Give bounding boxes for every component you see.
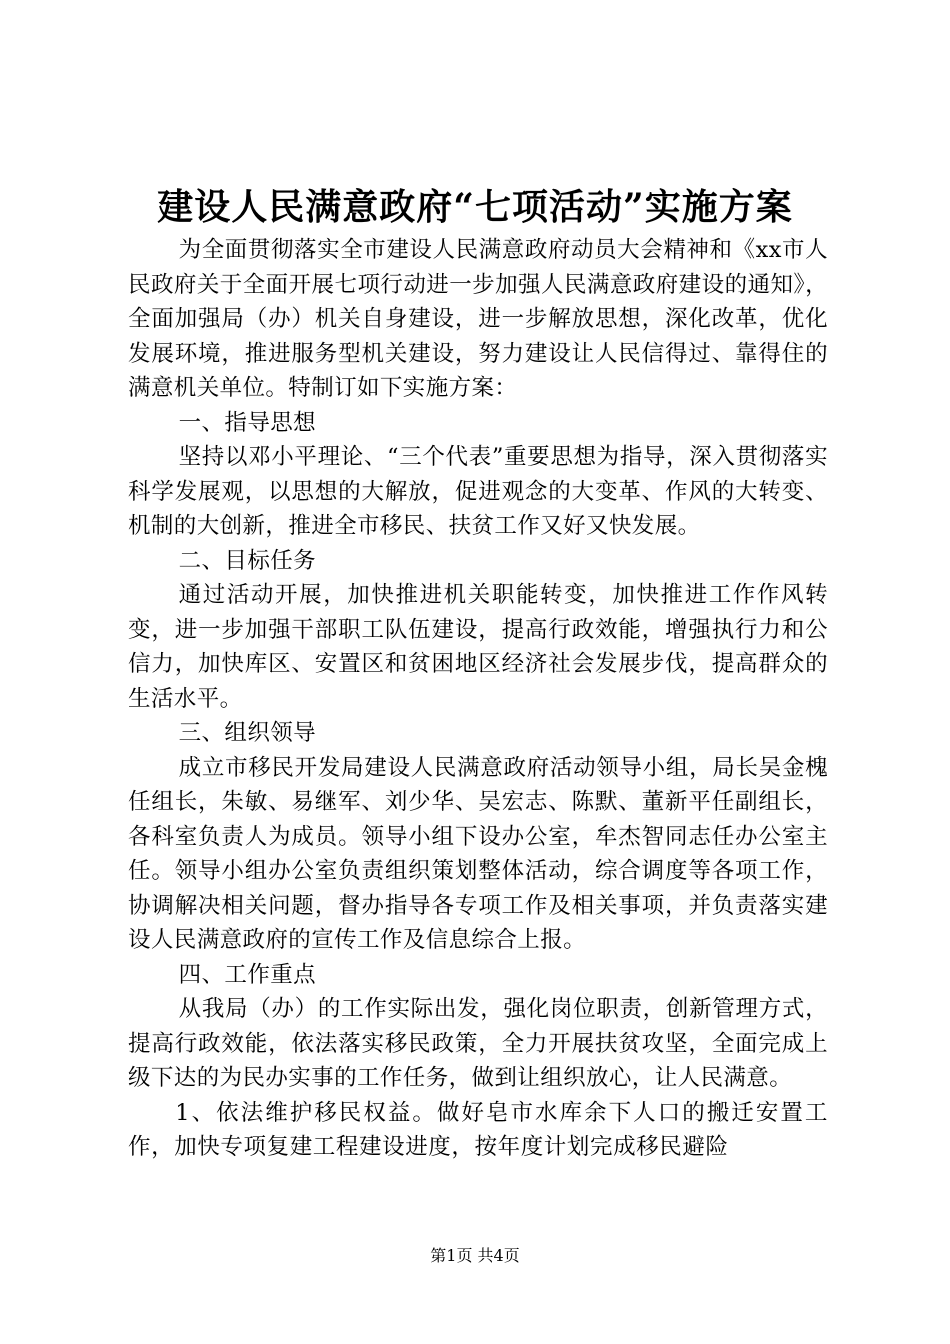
page-number-footer: 第1页 共4页 — [430, 1246, 520, 1265]
section-text-goals: 通过活动开展，加快推进机关职能转变，加快推进工作作风转变，进一步加强干部职工队伍建设，提高行政效能，增强执行力和公信力，加快库区、安置区和贫困地区经济社会发展步伐，提高群众的生活水平。 — [128, 582, 828, 712]
section-heading-guiding-ideology: 一、指导思想 — [178, 409, 317, 436]
section-heading-work-focus: 四、工作重点 — [178, 961, 317, 988]
intro-paragraph: 为全面贯彻落实全市建设人民满意政府动员大会精神和《xx市人民政府关于全面开展七项行动进一步加强人民满意政府建设的通知》，全面加强局（办）机关自身建设，进一步解放思想，深化改革，优化发展环境，推进服务型机关建设，努力建设让人民信得过、靠得住的满意机关单位。特制订如下实施方案： — [128, 237, 828, 401]
section-text-organization: 成立市移民开发局建设人民满意政府活动领导小组，局长吴金槐任组长，朱敏、易继军、刘少华、吴宏志、陈默、董新平任副组长，各科室负责人为成员。领导小组下设办公室，牟杰智同志任办公室主任。领导小组办公室负责组织策划整体活动，综合调度等各项工作，协调解决相关问题，督办指导各专项工作及相关事项，并负责落实建设人民满意政府的宣传工作及信息综合上报。 — [128, 754, 828, 953]
section-heading-organization: 三、组织领导 — [178, 720, 317, 746]
numbered-item-1: 1、依法维护移民权益。做好皂市水库余下人口的搬迁安置工作，加快专项复建工程建设进度，按年度计划完成移民避险 — [128, 1099, 828, 1160]
section-heading-goals: 二、目标任务 — [178, 547, 317, 574]
section-text-work-focus: 从我局（办）的工作实际出发，强化岗位职责，创新管理方式，提高行政效能，依法落实移民政策，全力开展扶贫攻坚，全面完成上级下达的为民办实事的工作任务，做到让组织放心，让人民满意。 — [128, 996, 828, 1091]
section-text-guiding-ideology: 坚持以邓小平理论、“三个代表”重要思想为指导，深入贯彻落实科学发展观，以思想的大解放，促进观念的大变革、作风的大转变、机制的大创新，推进全市移民、扶贫工作又好又快发展。 — [128, 444, 828, 539]
document-body — [128, 233, 828, 1165]
document-title: 建设人民满意政府“七项活动”实施方案 — [157, 186, 793, 228]
